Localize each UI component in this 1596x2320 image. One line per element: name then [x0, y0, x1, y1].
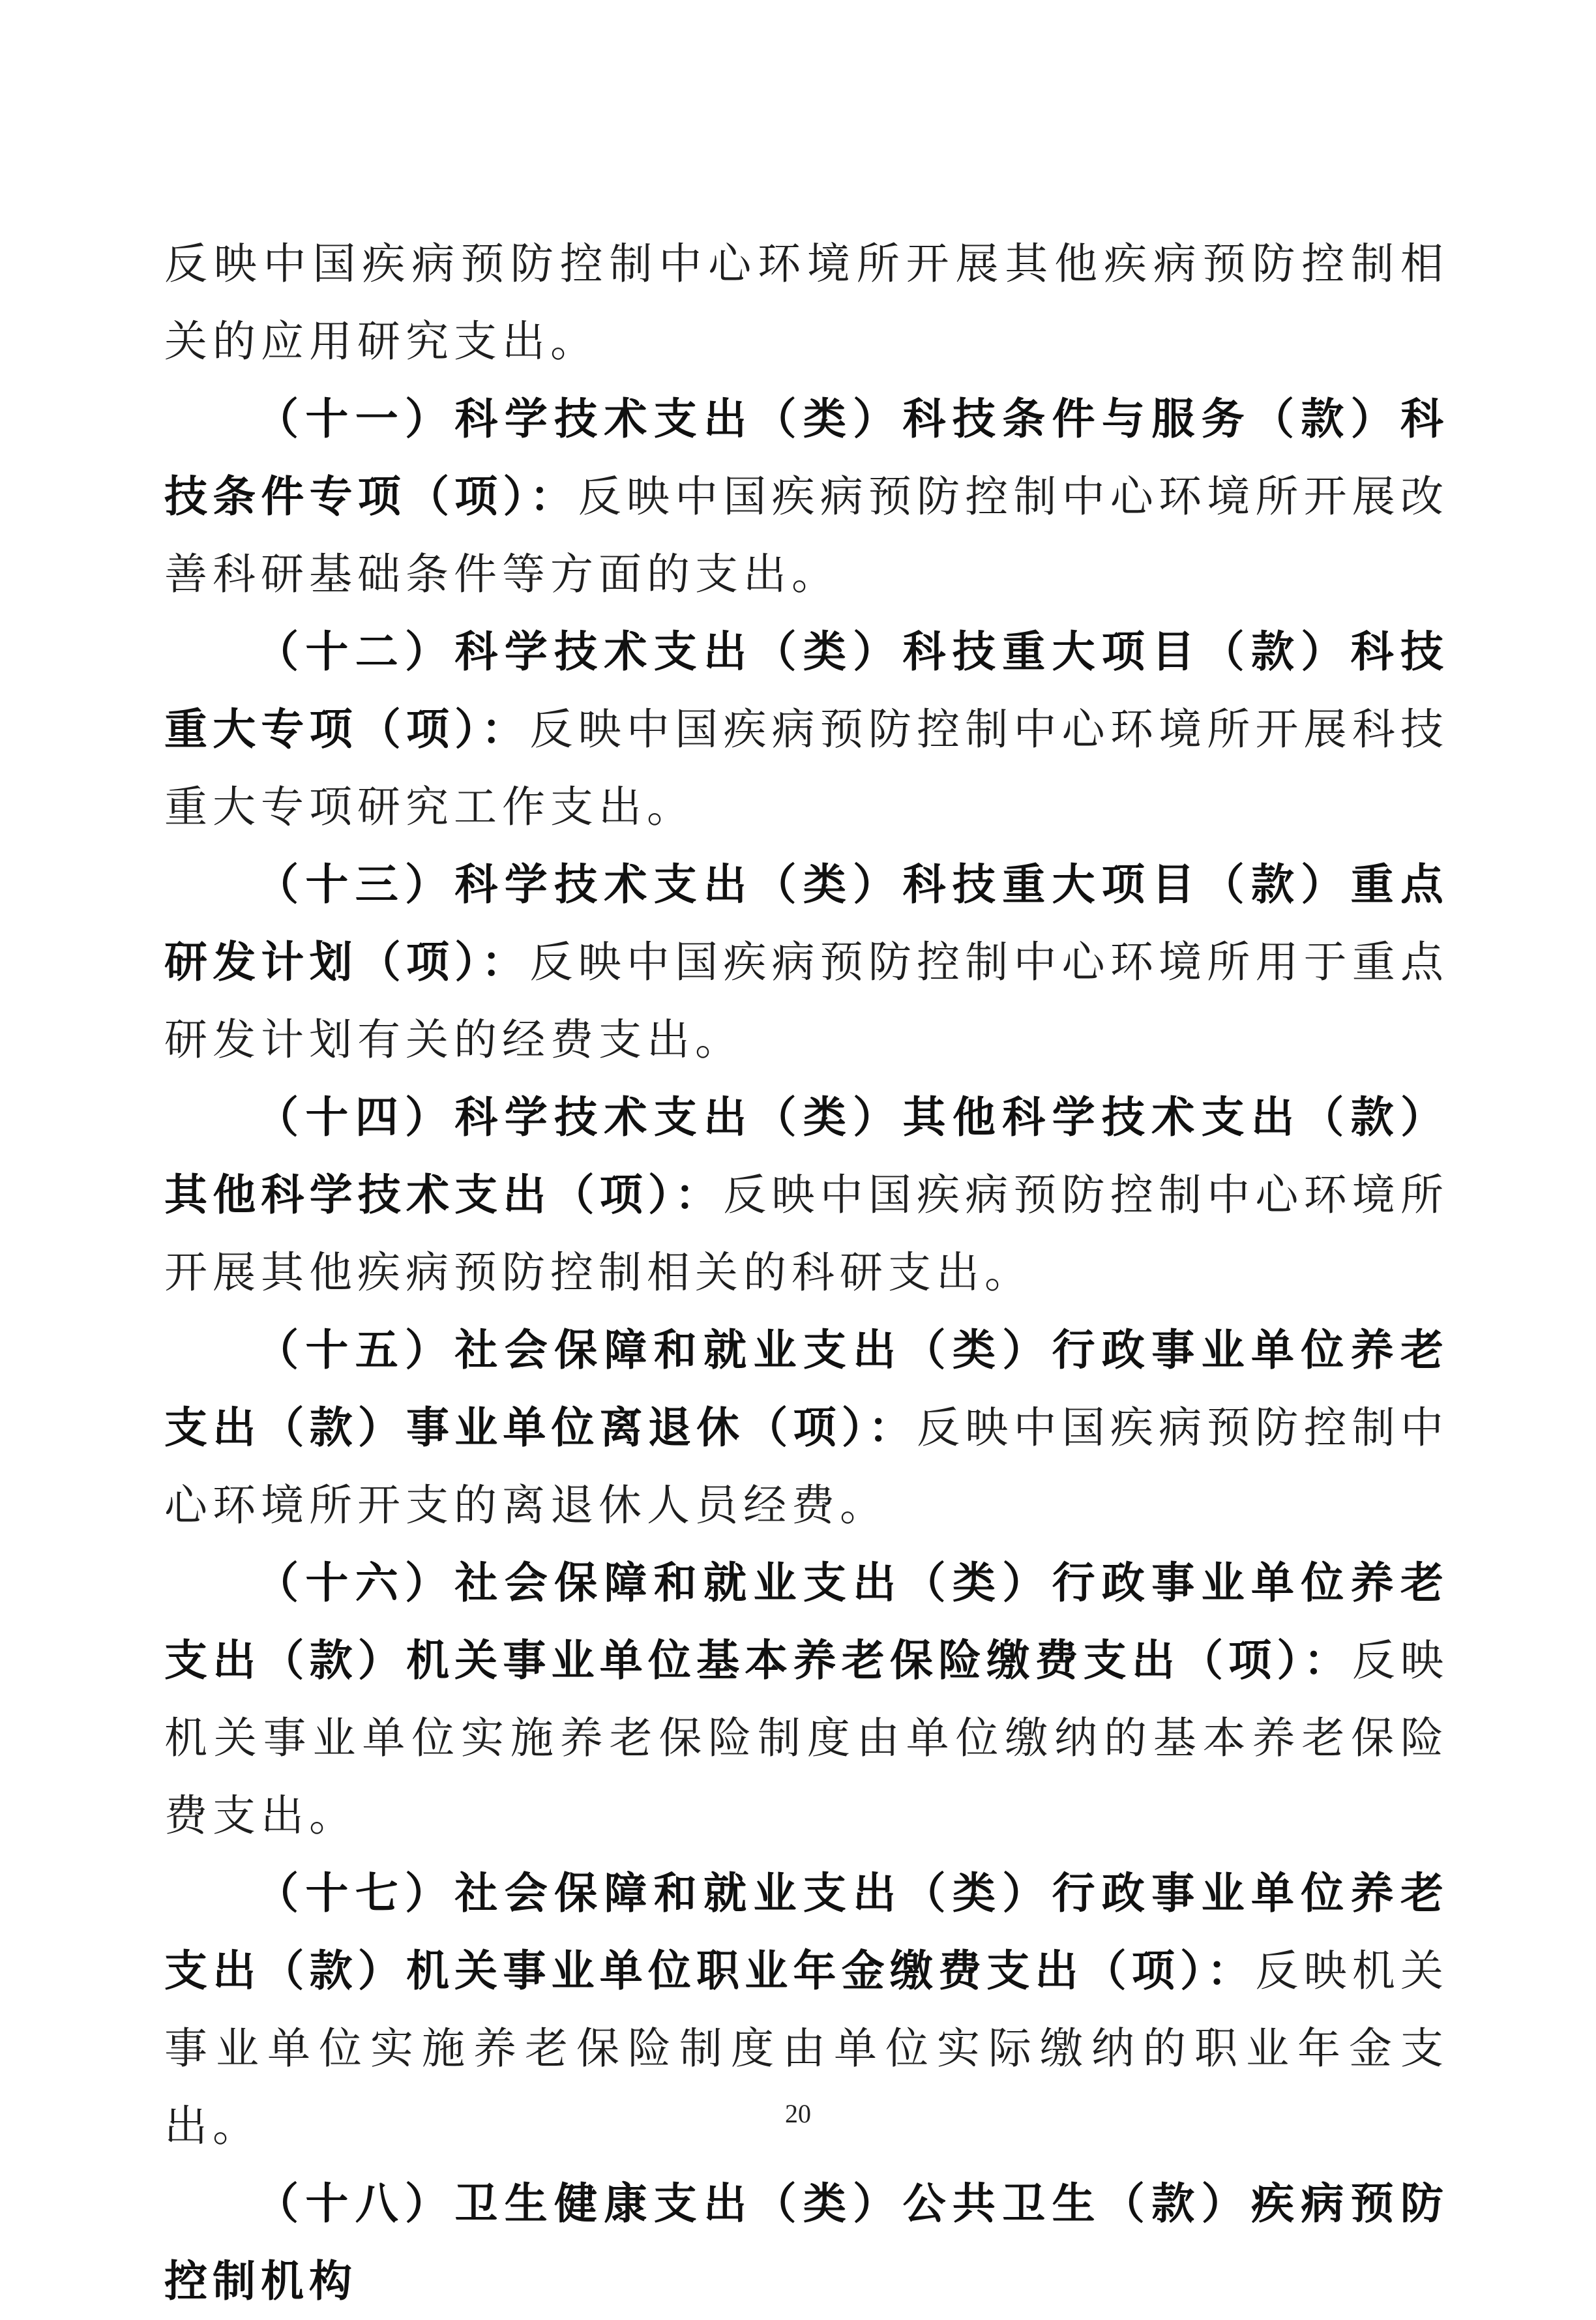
item-14-body: 反映中国疾病预防控制中心环境所开展其他疾病预防控制相关的科研支出。 [164, 1170, 1449, 1298]
item-16-heading: （十六）社会保障和就业支出（类）行政事业单位养老支出（款）机关事业单位基本养老保险缴费支出（项）： [164, 1558, 1449, 1686]
item-15 [164, 1311, 1449, 1544]
item-16 [164, 1544, 1449, 1854]
item-11-heading: （十一）科学技术支出（类）科技条件与服务（款）科技条件专项（项）： [164, 394, 1449, 522]
item-16-body: 反映机关事业单位实施养老保险制度由单位缴纳的基本养老保险费支出。 [164, 1635, 1449, 1841]
item-17-heading: （十七）社会保障和就业支出（类）行政事业单位养老支出（款）机关事业单位职业年金缴费支出（项）： [164, 1868, 1449, 1996]
item-12-heading: （十二）科学技术支出（类）科技重大项目（款）科技重大专项（项）： [164, 627, 1449, 754]
intro-paragraph [164, 225, 1449, 380]
intro-text: 反映中国疾病预防控制中心环境所开展其他疾病预防控制相关的应用研究支出。 [164, 239, 1449, 366]
page-number: 20 [785, 2099, 811, 2128]
document-body [164, 225, 1449, 2320]
item-15-body: 反映中国疾病预防控制中心环境所开支的离退休人员经费。 [164, 1403, 1449, 1530]
item-14 [164, 1078, 1449, 1311]
item-13-heading: （十三）科学技术支出（类）科技重大项目（款）重点研发计划（项）： [164, 859, 1449, 987]
item-11 [164, 380, 1449, 613]
item-15-heading: （十五）社会保障和就业支出（类）行政事业单位养老支出（款）事业单位离退休（项）： [164, 1325, 1449, 1453]
item-11-body: 反映中国疾病预防控制中心环境所开展改善科研基础条件等方面的支出。 [164, 471, 1449, 599]
item-12 [164, 613, 1449, 846]
item-13 [164, 846, 1449, 1078]
item-14-heading: （十四）科学技术支出（类）其他科学技术支出（款）其他科学技术支出（项）： [164, 1092, 1449, 1220]
item-18 [164, 2165, 1449, 2320]
item-18-heading: （十八）卫生健康支出（类）公共卫生（款）疾病预防控制机构 [164, 2179, 1449, 2306]
item-12-body: 反映中国疾病预防控制中心环境所开展科技重大专项研究工作支出。 [164, 704, 1449, 832]
item-17-body: 反映机关事业单位实施养老保险制度由单位实际缴纳的职业年金支出。 [164, 1946, 1449, 2151]
item-13-body: 反映中国疾病预防控制中心环境所用于重点研发计划有关的经费支出。 [164, 937, 1449, 1065]
